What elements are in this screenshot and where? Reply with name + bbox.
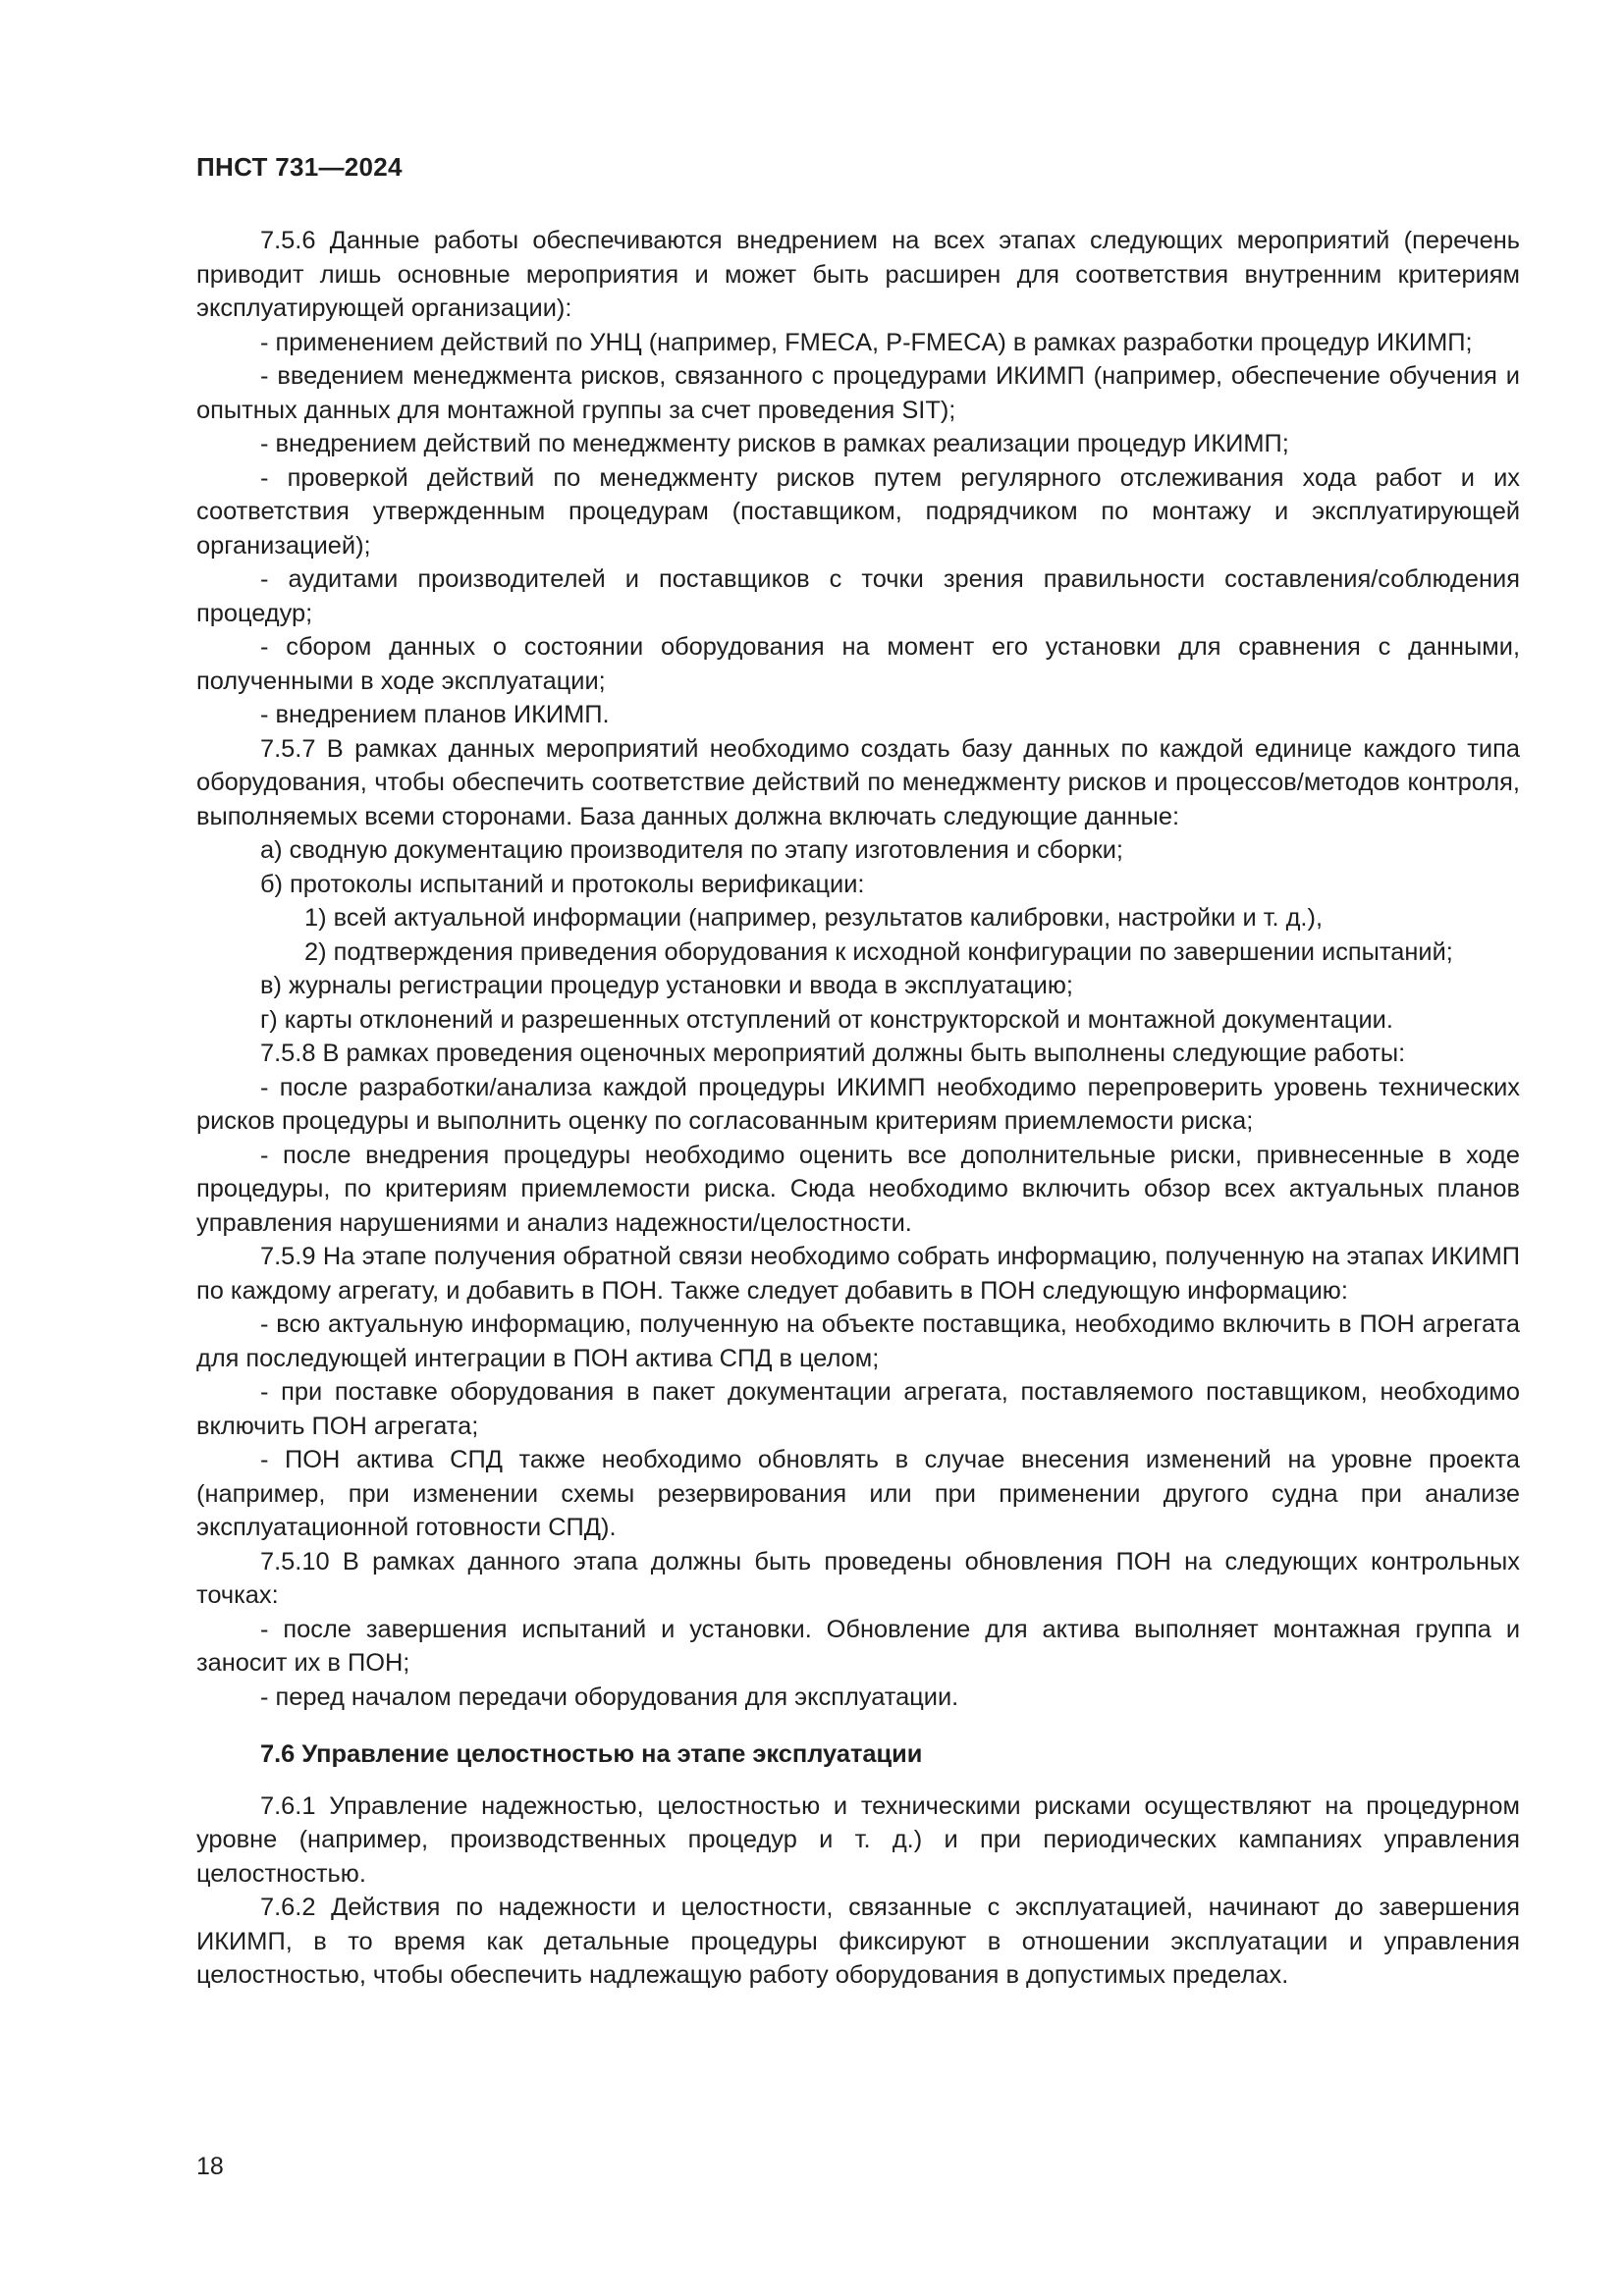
paragraph-7-6-2: 7.6.2 Действия по надежности и целостности, связанные с эксплуатацией, начинают до завершения ИКИМП, в то время как детальные процедуры фиксируют в отношении эксплуатации и управления целостностью, чтобы обеспечить надлежащую работу оборудования в допустимых пределах. <box>196 1894 1520 1989</box>
list-item: - применением действий по УНЦ (например, FMECA, P-FMECA) в рамках разработки процедур ИКИМП; <box>260 328 1473 356</box>
list-item: - аудитами производителей и поставщиков с точки зрения правильности составления/соблюдения процедур; <box>196 565 1520 627</box>
paragraph-7-5-7: 7.5.7 В рамках данных мероприятий необходимо создать базу данных по каждой единице каждого типа оборудования, чтобы обеспечить соответствие действий по менеджменту рисков и процессов/методов контроля, выполняемых всеми сторонами. База данных должна включать следующие данные: <box>196 734 1520 830</box>
list-item: - сбором данных о состоянии оборудования на момент его установки для сравнения с данными, полученными в ходе эксплуатации; <box>196 633 1520 695</box>
paragraph-7-5-8: 7.5.8 В рамках проведения оценочных мероприятий должны быть выполнены следующие работы: <box>260 1040 1406 1067</box>
list-item: - проверкой действий по менеджменту рисков путем регулярного отслеживания хода работ и их соответствия утвержденным процедурам (поставщиком, подрядчиком по монтажу и эксплуатирующей организацией); <box>196 463 1520 560</box>
paragraph-7-5-6: 7.5.6 Данные работы обеспечиваются внедрением на всех этапах следующих мероприятий (перечень приводит лишь основные мероприятия и может быть расширен для соответствия внутренним критериям эксплуатирующей организации): <box>196 227 1520 322</box>
list-item: - внедрением планов ИКИМП. <box>260 701 610 728</box>
list-item: - введением менеджмента рисков, связанного с процедурами ИКИМП (например, обеспечение обучения и опытных данных для монтажной группы за счет проведения SIT); <box>196 362 1520 424</box>
document-header: ПНСТ 731—2024 <box>196 152 403 182</box>
paragraph-7-6-1: 7.6.1 Управление надежностью, целостностью и техническими рисками осуществляют на процедурном уровне (например, производственных процедур и т. д.) и при периодических кампаниях управления целостностью. <box>196 1791 1520 1888</box>
list-item: - при поставке оборудования в пакет документации агрегата, поставляемого поставщиком, необходимо включить ПОН агрегата; <box>196 1378 1520 1440</box>
list-item-v: в) журналы регистрации процедур установки и ввода в эксплуатацию; <box>260 972 1073 999</box>
list-item-a: а) сводную документацию производителя по этапу изготовления и сборки; <box>260 836 1123 864</box>
sub-list-item-2: 2) подтверждения приведения оборудования к исходной конфигурации по завершении испытаний; <box>304 937 1453 966</box>
list-item-b: б) протоколы испытаний и протоколы верификации: <box>260 870 865 898</box>
list-item: - ПОН актива СПД также необходимо обновлять в случае внесения изменений на уровне проекта (например, при изменении схемы резервирования или при применении другого судна при анализе эксплуатационной готовности СПД). <box>196 1446 1520 1541</box>
list-item: - после завершения испытаний и установки. Обновление для актива выполняет монтажная группа и заносит их в ПОН; <box>196 1615 1520 1677</box>
list-item: - после разработки/анализа каждой процедуры ИКИМП необходимо перепроверить уровень технических рисков процедуры и выполнить оценку по согласованным критериям приемлемости риска; <box>196 1073 1520 1135</box>
document-body <box>196 224 1520 1993</box>
paragraph-7-5-10: 7.5.10 В рамках данного этапа должны быть проведены обновления ПОН на следующих контрольных точках: <box>196 1547 1520 1609</box>
list-item: - после внедрения процедуры необходимо оценить все дополнительные риски, привнесенные в ходе процедуры, по критериям приемлемости риска. Сюда необходимо включить обзор всех актуальных планов управления нарушениями и анализ надежности/целостности. <box>196 1141 1520 1237</box>
list-item: - внедрением действий по менеджменту рисков в рамках реализации процедур ИКИМП; <box>260 430 1289 457</box>
sub-list-item-1: 1) всей актуальной информации (например, результатов калибровки, настройки и т. д.), <box>304 904 1323 932</box>
page-number: 18 <box>196 2153 224 2180</box>
list-item: - всю актуальную информацию, полученную на объекте поставщика, необходимо включить в ПОН агрегата для последующей интеграции в ПОН актива СПД в целом; <box>196 1310 1520 1372</box>
list-item-g: г) карты отклонений и разрешенных отступлений от конструкторской и монтажной документации. <box>260 1005 1393 1034</box>
paragraph-7-5-9: 7.5.9 На этапе получения обратной связи необходимо собрать информацию, полученную на этапах ИКИМП по каждому агрегату, и добавить в ПОН. Также следует добавить в ПОН следующую информацию: <box>196 1243 1520 1305</box>
section-heading-7-6: 7.6 Управление целостностью на этапе эксплуатации <box>260 1740 923 1768</box>
list-item: - перед началом передачи оборудования для эксплуатации. <box>260 1682 959 1711</box>
